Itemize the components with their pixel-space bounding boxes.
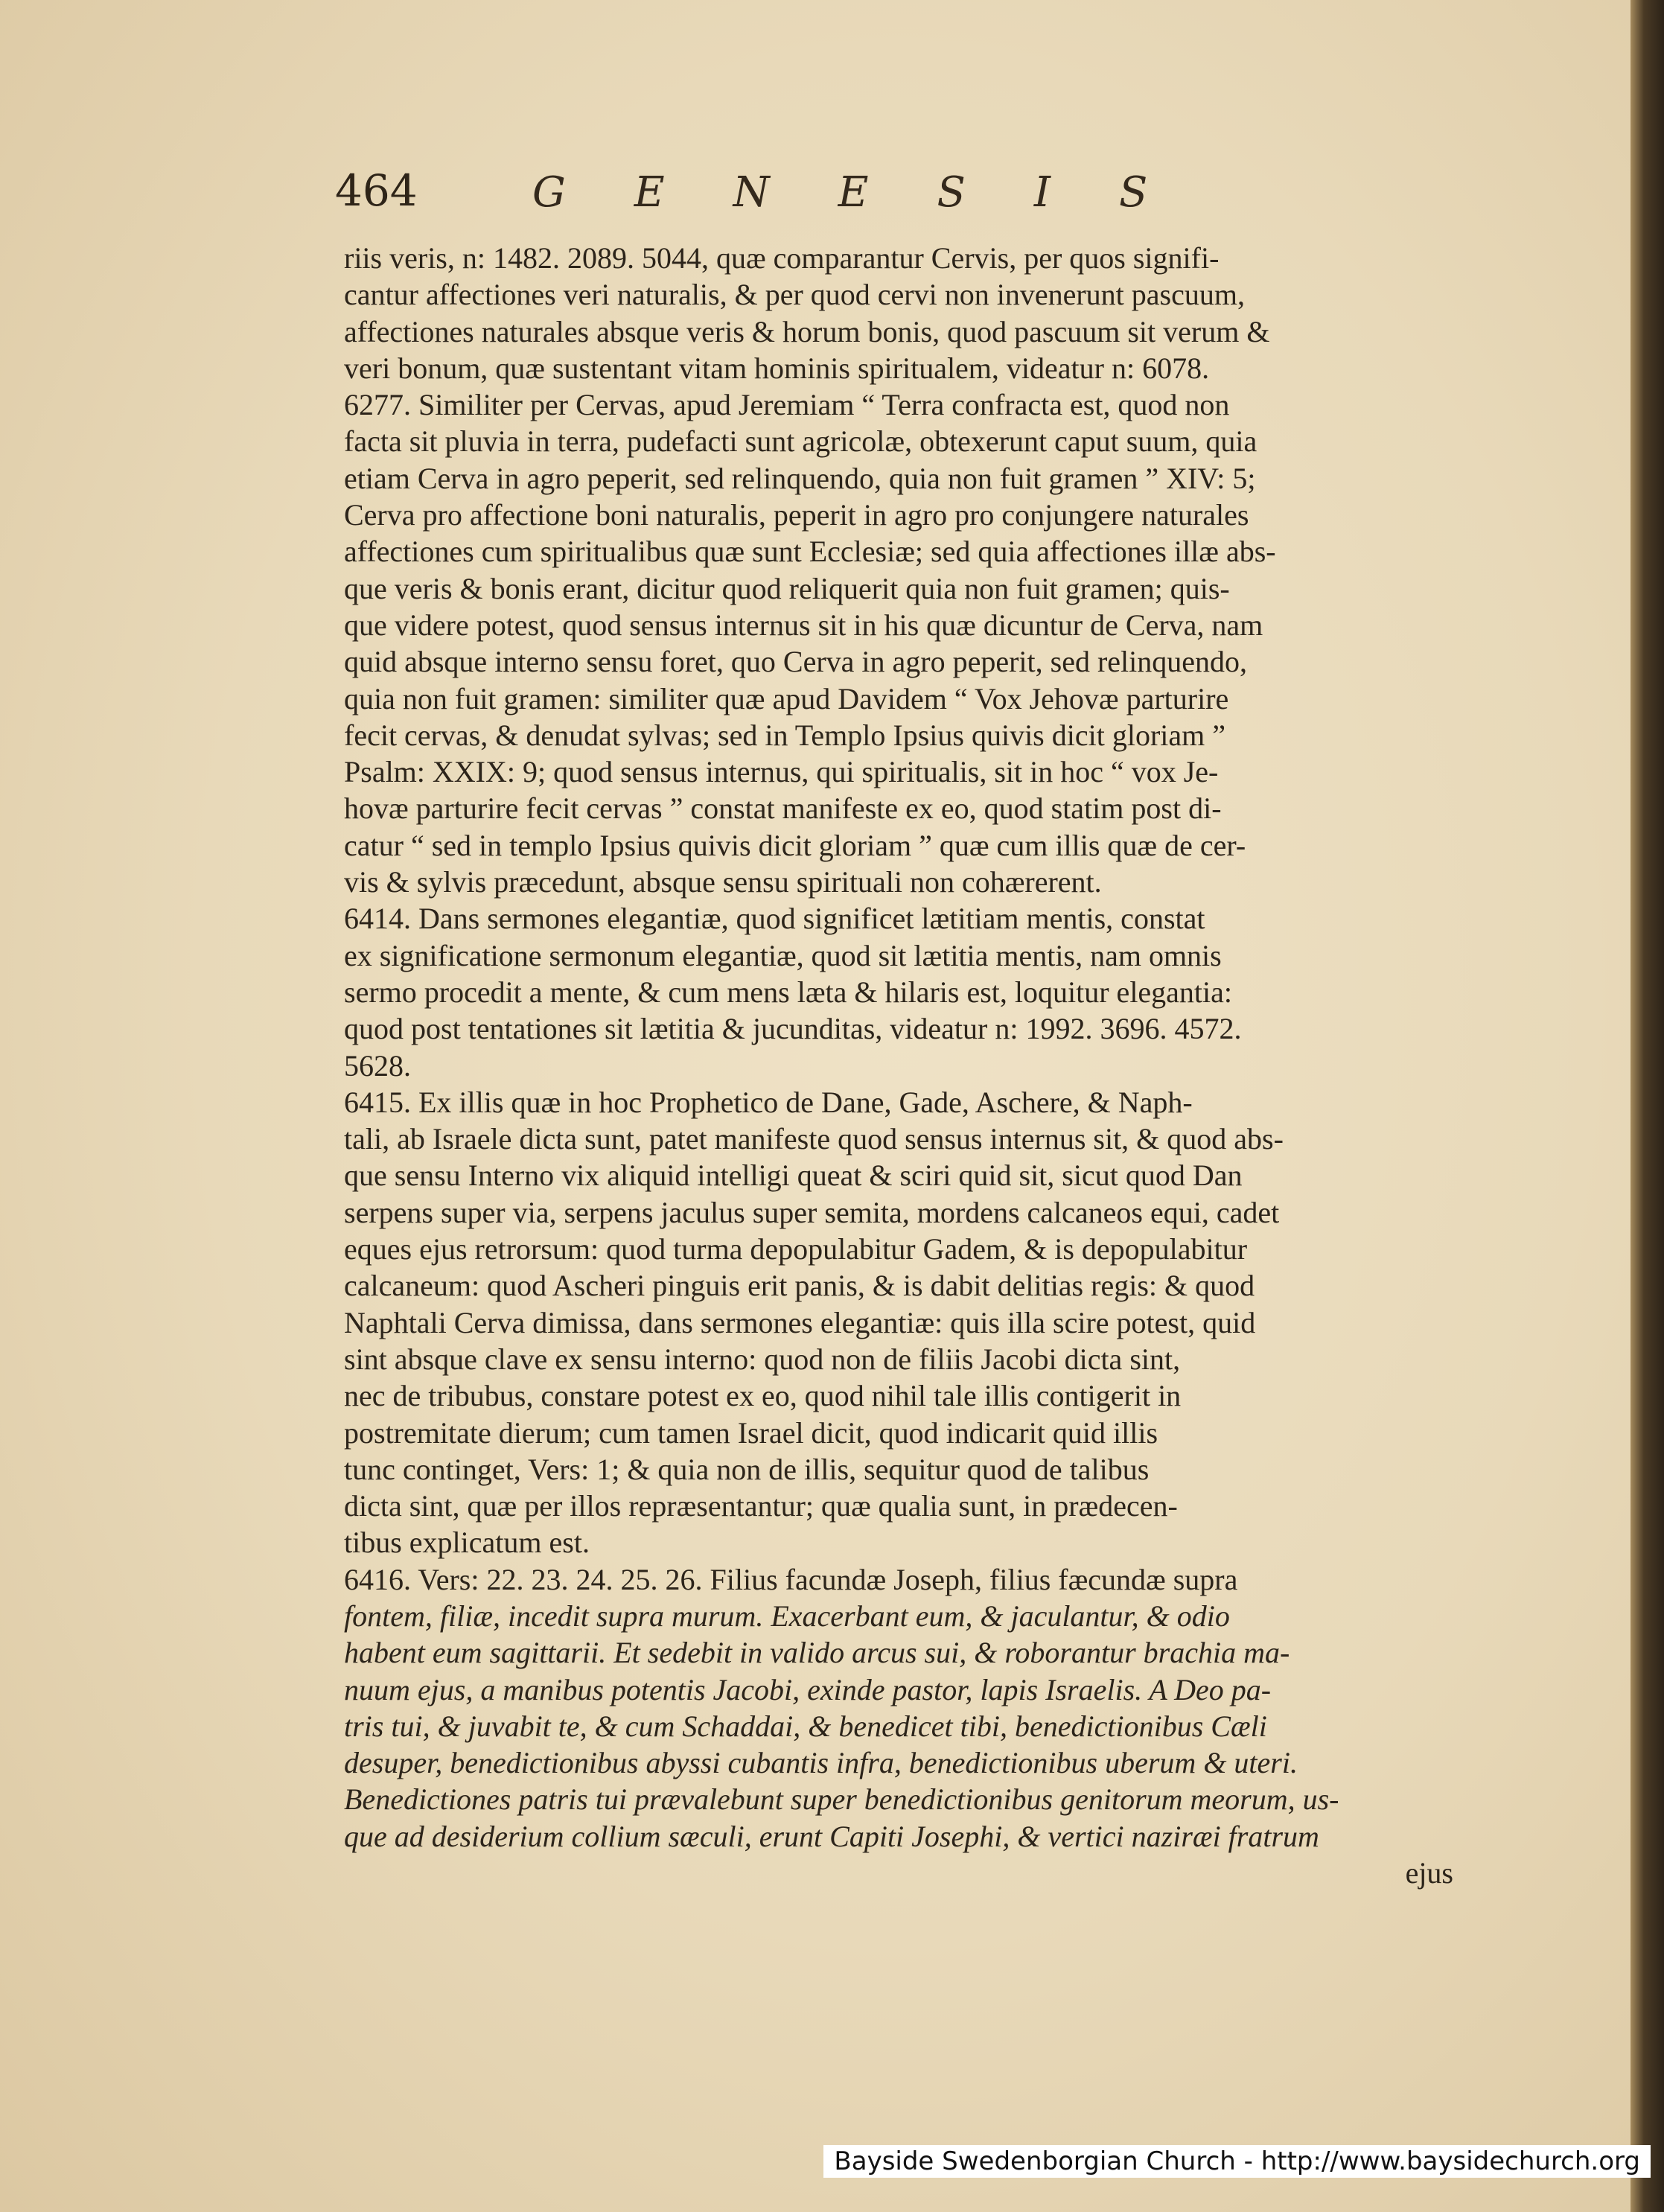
text-line: dicta sint, quæ per illos repræsentantur; quæ qualia sunt, in prædecen- bbox=[344, 1489, 1178, 1523]
text-line: tali, ab Israele dicta sunt, patet manifeste quod sensus internus sit, & quod abs- bbox=[344, 1122, 1284, 1156]
text-line: 6277. Similiter per Cervas, apud Jeremiam “ Terra confracta est, quod non bbox=[344, 388, 1230, 422]
text-line: que sensu Interno vix aliquid intelligi queat & sciri quid sit, sicut quod Dan bbox=[344, 1158, 1243, 1193]
text-line: cantur affectiones veri naturalis, & per quod cervi non invenerunt pascuum, bbox=[344, 278, 1245, 312]
text-line: tris tui, & juvabit te, & cum Schaddai, & benedicet tibi, benedictionibus Cæli bbox=[344, 1709, 1267, 1743]
text-line: Naphtali Cerva dimissa, dans sermones elegantiæ: quis illa scire potest, quid bbox=[344, 1305, 1256, 1339]
text-line: serpens super via, serpens jaculus super semita, mordens calcaneos equi, cadet bbox=[344, 1195, 1280, 1229]
text-line: que veris & bonis erant, dicitur quod reliquerit quia non fuit gramen; quis- bbox=[344, 571, 1230, 605]
text-line: 5628. bbox=[344, 1048, 411, 1083]
text-line: vis & sylvis præcedunt, absque sensu spirituali non cohærerent. bbox=[344, 865, 1102, 899]
running-head bbox=[335, 165, 1266, 232]
text-line: quod post tentationes sit lætitia & jucunditas, videatur n: 1992. 3696. 4572. bbox=[344, 1012, 1242, 1046]
text-line: 6415. Ex illis quæ in hoc Prophetico de Dane, Gade, Aschere, & Naph- bbox=[344, 1085, 1193, 1119]
text-line: eques ejus retrorsum: quod turma depopulabitur Gadem, & is depopulabitur bbox=[344, 1232, 1248, 1266]
text-line: riis veris, n: 1482. 2089. 5044, quæ comparantur Cervis, per quos signifi- bbox=[344, 241, 1220, 275]
text-line: calcaneum: quod Ascheri pinguis erit panis, & is dabit delitias regis: & quod bbox=[344, 1269, 1255, 1303]
text-line: Benedictiones patris tui prævalebunt super benedictionibus genitorum meorum, us- bbox=[344, 1782, 1339, 1817]
page-title: GENESIS bbox=[532, 168, 1217, 217]
text-line: fontem, filiæ, incedit supra murum. Exacerbant eum, & jaculantur, & odio bbox=[344, 1599, 1230, 1633]
text-line: affectiones naturales absque veris & horum bonis, quod pascuum sit verum & bbox=[344, 314, 1270, 348]
text-line: sermo procedit a mente, & cum mens læta & hilaris est, loquitur elegantia: bbox=[344, 975, 1233, 1009]
text-line: catur “ sed in templo Ipsius quivis dicit gloriam ” quæ cum illis quæ de cer- bbox=[344, 828, 1246, 862]
text-line: 6414. Dans sermones elegantiæ, quod significet lætitiam mentis, constat bbox=[344, 902, 1205, 936]
body-text bbox=[344, 240, 1453, 1891]
text-line: habent eum sagittarii. Et sedebit in valido arcus sui, & roborantur brachia ma- bbox=[344, 1636, 1290, 1670]
page-number: 464 bbox=[335, 165, 418, 216]
catchword: ejus bbox=[1405, 1856, 1453, 1890]
text-line: sint absque clave ex sensu interno: quod non de filiis Jacobi dicta sint, bbox=[344, 1342, 1181, 1376]
text-line: Cerva pro affectione boni naturalis, peperit in agro pro conjungere naturales bbox=[344, 498, 1249, 532]
watermark-banner: Bayside Swedenborgian Church - http://www.baysidechurch.org bbox=[823, 2145, 1651, 2178]
text-line: 6416. Vers: 22. 23. 24. 25. 26. Filius facundæ Joseph, filius fæcundæ supra bbox=[344, 1562, 1238, 1596]
text-line: postremitate dierum; cum tamen Israel dicit, quod indicarit quid illis bbox=[344, 1415, 1158, 1450]
text-line: tunc continget, Vers: 1; & quia non de illis, sequitur quod de talibus bbox=[344, 1452, 1150, 1486]
text-line: ex significatione sermonum elegantiæ, quod sit lætitia mentis, nam omnis bbox=[344, 938, 1222, 972]
book-spine bbox=[1630, 0, 1664, 2212]
text-line: tibus explicatum est. bbox=[344, 1526, 590, 1560]
text-line: affectiones cum spiritualibus quæ sunt Ecclesiæ; sed quia affectiones illæ abs- bbox=[344, 535, 1276, 569]
text-line: desuper, benedictionibus abyssi cubantis infra, benedictionibus uberum & uteri. bbox=[344, 1746, 1298, 1780]
text-line: que ad desiderium collium sæculi, erunt Capiti Josephi, & vertici naziræi fratrum bbox=[344, 1819, 1319, 1853]
text-line: quia non fuit gramen: similiter quæ apud Davidem “ Vox Jehovæ parturire bbox=[344, 681, 1229, 715]
text-line: etiam Cerva in agro peperit, sed relinquendo, quia non fuit gramen ” XIV: 5; bbox=[344, 461, 1256, 495]
text-line: quid absque interno sensu foret, quo Cerva in agro peperit, sed relinquendo, bbox=[344, 645, 1248, 679]
text-line: hovæ parturire fecit cervas ” constat manifeste ex eo, quod statim post di- bbox=[344, 791, 1222, 826]
text-line: nec de tribubus, constare potest ex eo, quod nihil tale illis contigerit in bbox=[344, 1379, 1182, 1413]
text-line: nuum ejus, a manibus potentis Jacobi, exinde pastor, lapis Israelis. A Deo pa- bbox=[344, 1672, 1272, 1706]
text-line: facta sit pluvia in terra, pudefacti sunt agricolæ, obtexerunt caput suum, quia bbox=[344, 424, 1257, 459]
text-line: fecit cervas, & denudat sylvas; sed in Templo Ipsius quivis dicit gloriam ” bbox=[344, 718, 1226, 752]
text-line: veri bonum, quæ sustentant vitam hominis spiritualem, videatur n: 6078. bbox=[344, 351, 1210, 385]
text-line: que videre potest, quod sensus internus sit in his quæ dicuntur de Cerva, nam bbox=[344, 608, 1263, 642]
text-line: Psalm: XXIX: 9; quod sensus internus, qui spiritualis, sit in hoc “ vox Je- bbox=[344, 755, 1219, 789]
